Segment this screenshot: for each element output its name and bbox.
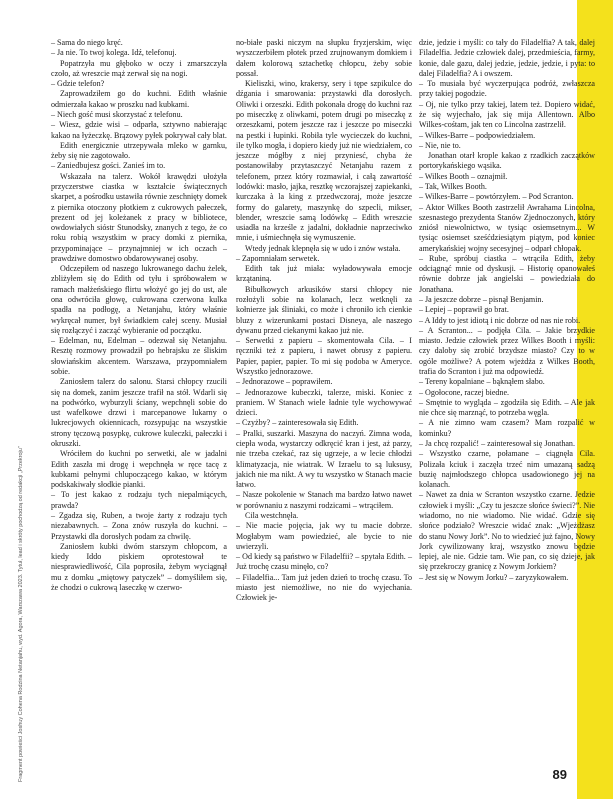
text-column-3 xyxy=(419,38,595,583)
paragraph: – Nasze pokolenie w Stanach ma bardzo łatwo nawet w porównaniu z naszymi rodzicami – wtrąciłem. xyxy=(236,490,412,510)
paragraph: – Jednorazowe – poprawiłem. xyxy=(236,377,333,387)
paragraph: – Pralki, suszarki. Maszyna do naczyń. Zimna woda, ciepła woda, wystarczy odkręcić kran i jest, aż parzy, nie trzeba czekać, raz się ugrzeje, a w lecie chłodzi klimatyzacja, nie wiatrak. W Izraelu to są luksusy, jakich nie ma nikt. A wy tu wszystko w Stanach macie łatwo. xyxy=(236,428,412,490)
paragraph: – Rube, spróbuj ciastka – wtrąciła Edith, żeby odciągnąć mnie od dyskusji. – Historię opanowałeś równie dobrze jak angielski – powiedziała do Jonathana. xyxy=(419,253,595,294)
text-column-2 xyxy=(236,38,412,603)
vertical-source-note: Fragment powieści Joshuy Cohena Rodzina Netanjahu, wyd. Agora, Warszawa 2023. Tytuł, lead i skróty pochodzą od redakcji „Przekroju” xyxy=(18,446,24,782)
paragraph: – Zgadza się, Ruben, a twoje żarty z rodzaju tych niezabawnych. – Zona znów ruszyła do kuchni. – Przystawki dla dorosłych podam za chwilę. xyxy=(51,510,227,541)
paragraph: – Wiesz, gdzie wisi – odparła, sztywno nabierając kakao na łyżeczkę. Brązowy pyłek pokrywał cały blat. xyxy=(51,120,227,140)
paragraph: – Nie, nie to. xyxy=(419,140,461,150)
paragraph: – Serwetki z papieru – skomentowała Cila. – I ręczniki też z papieru, i nawet obrusy z papieru. Papier, papier, papier. To mi się podoba w Ameryce. Wszystko jednorazowe. xyxy=(236,336,412,376)
paragraph: – A nie zimno wam czasem? Mam rozpalić w kominku? xyxy=(419,418,595,438)
paragraph: – Wilkes-Barre – powtórzyłem. – Pod Scranton. xyxy=(419,192,574,202)
paragraph: – Edelman, nu, Edelman – odezwał się Netanjahu. Resztę rozmowy prowadził po hebrajsku ze śliskim słowiańskim akcentem. Warszawa, przypomniałem sobie. xyxy=(51,336,227,376)
paragraph: – Ja chcę rozpalić! – zainteresował się Jonathan. xyxy=(419,438,575,448)
paragraph: – Ogołocone, raczej biedne. xyxy=(419,387,510,397)
paragraph: Popatrzyła mu głęboko w oczy i zmarszczyła czoło, aż wreszcie mąż zerwał się na nogi. xyxy=(51,58,227,78)
paragraph: – Niech gość musi skorzystać z telefonu. xyxy=(51,109,183,119)
paragraph: – Wilkes-Barre – podpowiedziałem. xyxy=(419,130,536,140)
paragraph: – Czyżby? – zainteresowała się Edith. xyxy=(236,418,359,428)
paragraph: – Nie macie pojęcia, jak wy tu macie dobrze. Mogłabym wam powiedzieć, ale bycie to nie uwierzyli. xyxy=(236,521,412,551)
paragraph: – A Scranton... – podjęła Cila. – Jakie brzydkie miasto. Jedzie człowiek przez Wilkes Booth i myśli: czy daloby się zrobić brzydsze miasto? Czy to w ogóle możliwe? A potem wjeżdża z Wilkes Booth, trafia do Scranton i już ma odpowiedź. xyxy=(419,325,595,376)
paragraph: – Zapomniałam serwetek. xyxy=(236,253,320,263)
paragraph: – Oj, nie tylko przy takiej, latem też. Dopiero widać, że się wyjechało, jak się mija Allentown. Albo Wilkes-cośtam, jak ten co Lincolna zastrzelił. xyxy=(419,99,595,130)
paragraph: Wskazała na talerz. Wokół krawędzi ułożyła przyczerstwe ciastka w kształcie świątecznych skarpet, a pośrodku ustawiła równie zeschnięty domek z piernika otoczony płotkiem z cukrowych pałeczek, prezent od jej koleżanek z pracy w bibliotece, owdowiałych sióstr Stunodsky, znanych z tego, że co roku robią wszystkim w pracy domki z piernika, przypominające – przynajmniej w ich oczach – prawdziwe domostwo obdarowywanej osoby. xyxy=(51,171,227,263)
paragraph: Zaniosłem talerz do salonu. Starsi chłopcy rzucili się na domek, zanim jeszcze trafił na stół. Wdarli się na podwórko, wyburzyli ściany, wepchnęli sobie do ust wafelkowe drzwi i marcepanowe lukarny o lukrecjowych okiennicach, rozsypując na wszystkie strony tęczową posypkę, cukrowe kuleczki, pałeczki i okruszki. xyxy=(51,377,227,448)
paragraph: – Smętnie to wygląda – zgodziła się Edith. – Ale jak nie chce się marznąć, to potrzeba węgla. xyxy=(419,397,595,418)
paragraph: Bibułkowych arkusików starsi chłopcy nie rozłożyli sobie na kolanach, lecz wetknęli za kołnierze jak śliniaki, co może i chroniło ich cienkie bluzy z wizerunkami postaci Disneya, ale naszego dywanu przed ciekanymi kakao już nie. xyxy=(236,284,412,335)
paragraph: – Jest się w Nowym Jorku? – zaryzykowałem. xyxy=(419,572,569,582)
paragraph: Jonathan otarł krople kakao z rzadkich zaczątków portorykańskiego wąsika. xyxy=(419,151,595,171)
paragraph: – Ja nie. To twoj kolega. Idź, telefonuj. xyxy=(51,48,177,58)
paragraph: – Lepiej – poprawił go brat. xyxy=(419,305,509,315)
paragraph: dzie, jedzie i myśli: co tały do Filadelfia? A tak, dalej Filadelfia. Jedzie człowiek dalej, przedmieścia, farmy, konie, dale gazu, dalej jedzie, jedzie, jedzie, i pyta: to dalej Filadelfia? A i owszem. xyxy=(419,38,595,78)
paragraph: Zaprowadziłem go do kuchni. Edith właśnie odmierzała kakao w proszku nad kubkami. xyxy=(51,89,227,109)
paragraph: – Tereny kopalniane – bąknąłem słabo. xyxy=(419,377,545,387)
paragraph: Wróciłem do kuchni po serwetki, ale w jadalni Edith zaszła mi drogę i wepchnęła w ręce tacę z kubkami pełnymi chlupoczącego kakao, w którym podskakiwały słodkie pianki. xyxy=(51,449,227,490)
paragraph: – Nawet za dnia w Scranton wszystko czarne. Jedzie człowiek i myśli: „Czy tu jeszcze słońce świeci?”. Nie wiadomo, no nie wiadomo. Nie widać. Gdzie się słońce podziało? Wreszcie widać znak: „Wjeżdżasz do stanu Nowy Jork”. No to wiedzieć już fajno, Nowy Jork cywilizowany kraj, wszystko znowu będzie lepiej, ale nie. Gdzie tam. Wie pan, co się dzieje, jak się przekroczy granicę z Nowym Jorkiem? xyxy=(419,490,595,572)
paragraph: no-białe paski niczym na słupku fryzjerskim, więc wyszczerbiłem płotek przed zrujnowanym domkiem i dałem kolorową sztachetkę chłopcu, żeby sobie possał. xyxy=(236,38,412,78)
paragraph: – Sama do niego kręć. xyxy=(51,38,123,47)
paragraph: Odczepiłem od naszego lukrowanego dachu żelek, zbliżyłem się do Edith od tyłu i spróbowałem w ramach małżeńskiego flirtu włożyć go jej do ust, ale ona odwróciła głowę, cukrowana czerwona kulka spadła na podłogę, a Netanjahu, który właśnie wykręcał numer, był świadkiem całej sceny. Musiał się rozłączyć i zacząć wybieranie od początku. xyxy=(51,264,227,335)
paragraph: – Wilkes Booth – oznajmił. xyxy=(419,171,508,181)
paragraph: – Jednorazowe kubeczki, talerze, miski. Koniec z praniem. W Stanach wiele ładnie tyle wychowywać dzieci. xyxy=(236,387,412,418)
paragraph: Cila westchnęła. xyxy=(245,510,299,520)
paragraph: Edith energicznie utrzepywała mleko w garnku, żeby się nie zagotowało. xyxy=(51,140,227,161)
paragraph: – Filadelfia... Tam już jeden dzień to trochę czasu. To miasto jest niemożliwe, no nie do wyjechania. Człowiek je- xyxy=(236,572,412,603)
paragraph: – Aktor Wilkes Booth zastrzelił Awrahama Lincolna, szesnastego prezydenta Stanów Zjednoczonych, który zniósł niewolnictwo, w tysiąc osiemsetnym... W tysiąc osiemset sześćdziesiątym piątym, pod koniec amerykańskiej wojny secesyjnej – odparł chłopak. xyxy=(419,202,595,253)
paragraph: Edith tak już miała: wyładowywała emocje krzątaniną. xyxy=(236,264,412,284)
paragraph: – Od kiedy są państwo w Filadelfii? – spytała Edith. – Już trochę czasu minęło, co? xyxy=(236,552,412,572)
paragraph: – A Iddy to jest idiotą i nic dobrze od nas nie robi. xyxy=(419,315,581,325)
paragraph: – Ja jeszcze dobrze – pisnął Benjamin. xyxy=(419,295,544,305)
paragraph: Kieliszki, wino, krakersy, sery i tępe szpikulce do dźgania i smarowania: przystawki dla dorosłych. Oliwki i orzeszki. Edith pokonała drogę do kuchni raz po miseczkę z oliwkami, potem drugi po miseczkę z orzeszkami, potem jeszcze raz i jeszcze po miseczki na pestki i łupinki. Robiła tyle wycieczek do kuchni, ile tylko mogła, i dopiero kiedy już nie wiedziałem, co jeszcze mógłby z niej przyniesć, chyba że postanowiłaby przytaszczyć Netanjahu razem z telefonem, przez który rozmawiał, i całą zawartość lodówki: masło, jajka, resztkę wczorajszej zapiekanki, kurczaka à la king z przedwczoraj, może jeszcze formy do galarety, maszynkę do szpecli, mikser, blender, wreszcie samą lodówkę – Edith wreszcie usiadła na krześle z jadalni, dokładnie naprzeciwko mnie, i uśmiechnęła się wymuszenie. xyxy=(236,79,412,243)
paragraph: – Gdzie telefon? xyxy=(51,79,105,89)
paragraph: – Wszystko czarne, połamane – ciągnęła Cila. Polizała kciuk i zaczęła trzeć nim umazaną sadzą buzię najmłodszego chłopca usadowionego jej na kolanach. xyxy=(419,449,595,490)
paragraph: – To musiała być wyczerpująca podróż, zwłaszcza przy takiej pogodzie. xyxy=(419,79,595,99)
page-number: 89 xyxy=(552,767,567,782)
paragraph: Zaniosłem kubki dwóm starszym chłopcom, a kiedy Iddo piskiem oprotestował te niesprawiedliwość, Cila poprosiła, żebym wyciągnął mu z domku „miętowy patyczek” – domyśliłem się, że chodzi o cukrową laseczkę w czerwo- xyxy=(51,541,227,592)
text-column-1 xyxy=(51,38,227,593)
paragraph: – To jest kakao z rodzaju tych niepalmiących, prawda? xyxy=(51,490,227,510)
paragraph: – Tak, Wilkes Booth. xyxy=(419,181,487,191)
paragraph: Wtedy jednak klepnęła się w udo i znów wstała. xyxy=(245,243,401,253)
paragraph: – Zaniedbujesz gości. Zanieś im to. xyxy=(51,161,166,171)
